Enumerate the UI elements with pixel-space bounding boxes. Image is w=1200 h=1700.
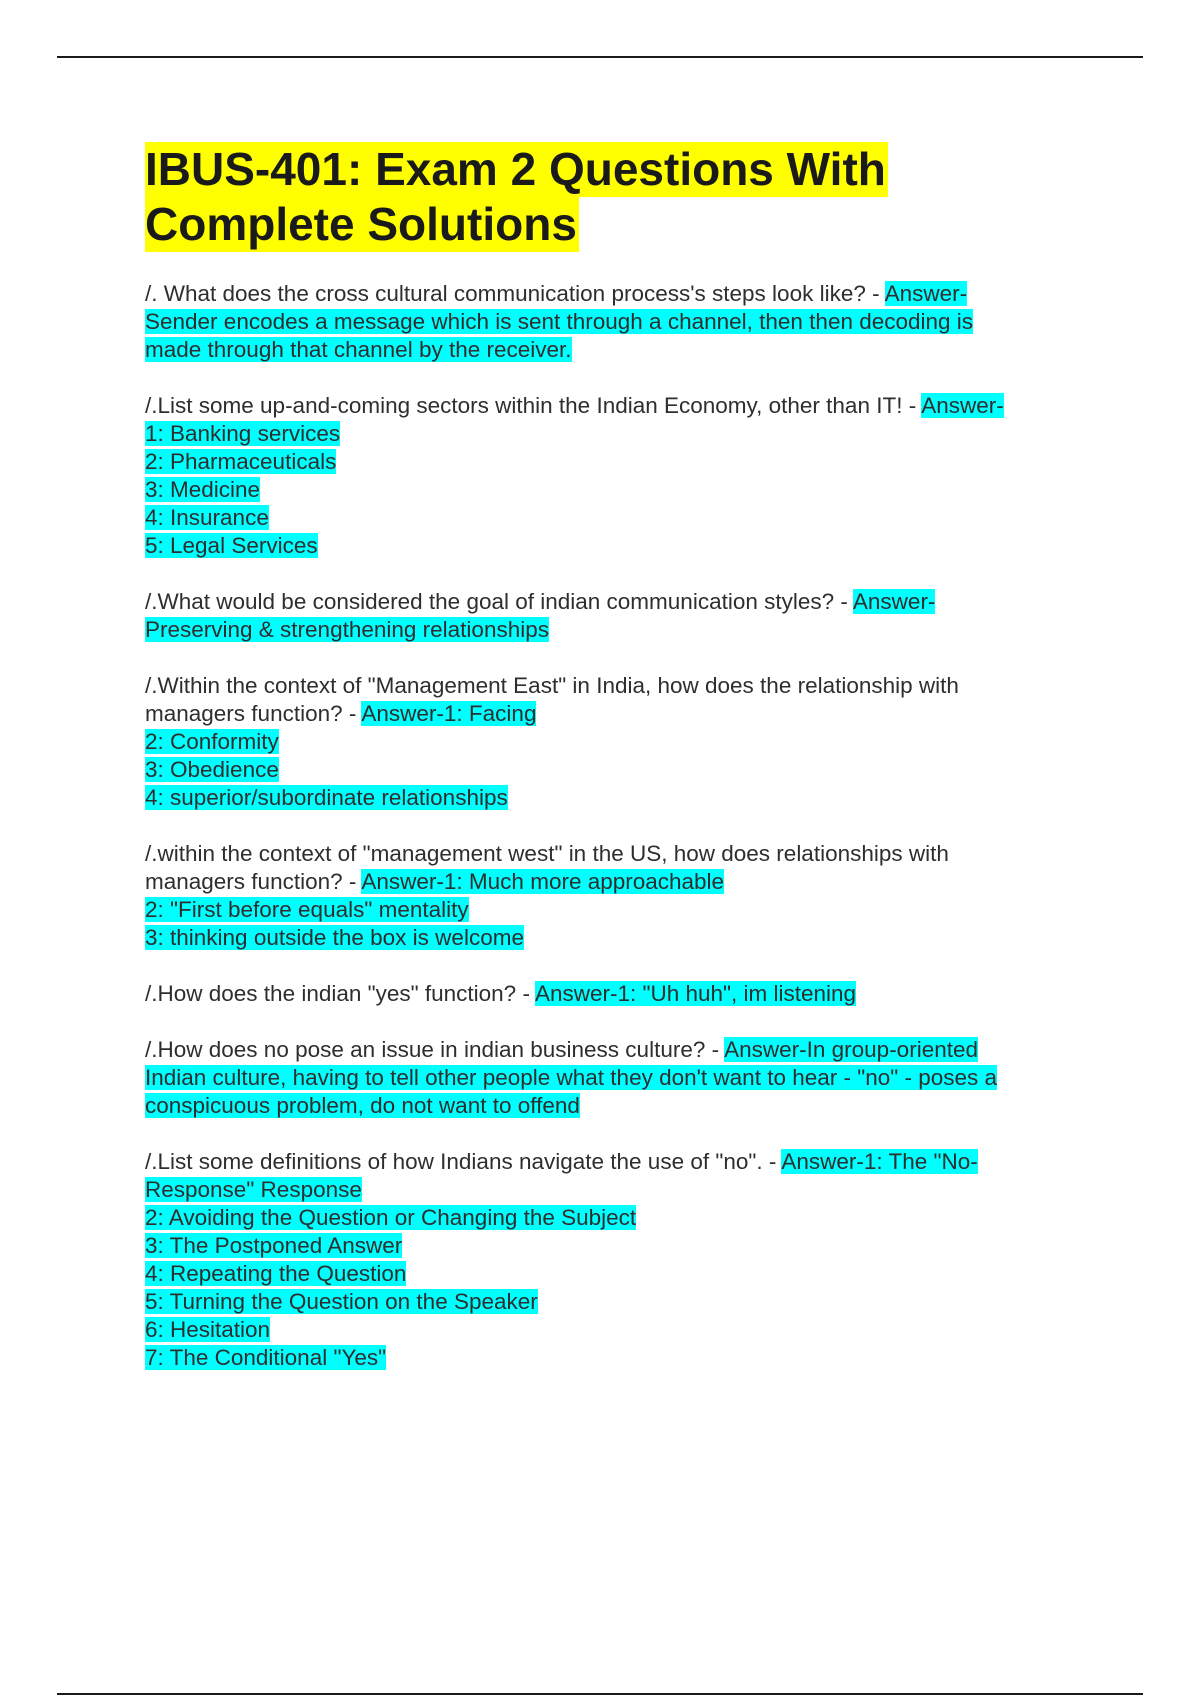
- answer-line: 4: superior/subordinate relationships: [145, 785, 508, 810]
- question-text: /.within the context of "management west" in the US, how does relationships with: [145, 841, 949, 866]
- answer-line: 4: Insurance: [145, 505, 269, 530]
- answer-line: 5: Turning the Question on the Speaker: [145, 1289, 538, 1314]
- document-title: [145, 142, 1080, 252]
- qa-item: [145, 280, 1080, 364]
- answer-line: Preserving & strengthening relationships: [145, 617, 549, 642]
- answer-label: Answer-: [852, 589, 936, 614]
- question-text: /.What would be considered the goal of indian communication styles? -: [145, 589, 853, 614]
- question-text: /.How does no pose an issue in indian business culture? -: [145, 1037, 725, 1062]
- qa-item: [145, 840, 1080, 952]
- qa-item: [145, 1036, 1080, 1120]
- answer-line: 1: Banking services: [145, 421, 341, 446]
- qa-item: [145, 392, 1080, 560]
- answer-line: 3: Medicine: [145, 477, 261, 502]
- answer-label: Answer-1: "Uh huh", im listening: [534, 981, 857, 1006]
- answer-line: 3: Obedience: [145, 757, 279, 782]
- answer-line: 4: Repeating the Question: [145, 1261, 407, 1286]
- question-text: /.List some definitions of how Indians navigate the use of "no". -: [145, 1149, 782, 1174]
- qa-item: [145, 672, 1080, 812]
- question-text: /.List some up-and-coming sectors within the Indian Economy, other than IT! -: [145, 393, 922, 418]
- answer-line: 2: Avoiding the Question or Changing the Subject: [145, 1205, 637, 1230]
- answer-line: Sender encodes a message which is sent through a channel, then then decoding is: [145, 309, 974, 334]
- top-rule: [57, 56, 1143, 58]
- answer-label: Answer-1: Much more approachable: [361, 869, 725, 894]
- qa-item: [145, 588, 1080, 644]
- answer-label: Answer-: [921, 393, 1004, 418]
- answer-label: Answer-: [884, 281, 968, 306]
- answer-line: 3: thinking outside the box is welcome: [145, 925, 524, 950]
- answer-line: 2: Conformity: [145, 729, 279, 754]
- answer-line: made through that channel by the receiver.: [145, 337, 572, 362]
- answer-label: Answer-1: The "No-: [781, 1149, 978, 1174]
- question-text: managers function? -: [145, 701, 362, 726]
- question-text: managers function? -: [145, 869, 362, 894]
- bottom-rule: [57, 1693, 1143, 1695]
- answer-line: Indian culture, having to tell other people what they don't want to hear - "no" - poses a: [145, 1065, 998, 1090]
- answer-label: Answer-1: Facing: [361, 701, 537, 726]
- answer-line: 2: Pharmaceuticals: [145, 449, 337, 474]
- answer-line: Response" Response: [145, 1177, 362, 1202]
- qa-item: [145, 980, 1080, 1008]
- title-line: Complete Solutions: [145, 198, 577, 250]
- answer-line: 6: Hesitation: [145, 1317, 271, 1342]
- answer-line: 3: The Postponed Answer: [145, 1233, 403, 1258]
- answer-line: 2: "First before equals" mentality: [145, 897, 469, 922]
- answer-line: conspicuous problem, do not want to offend: [145, 1093, 580, 1118]
- answer-line: 5: Legal Services: [145, 533, 318, 558]
- document-body: [145, 142, 1080, 1400]
- answer-line: 7: The Conditional "Yes": [145, 1345, 387, 1370]
- question-text: /.Within the context of "Management East" in India, how does the relationship with: [145, 673, 959, 698]
- qa-item: [145, 1148, 1080, 1372]
- title-line: IBUS-401: Exam 2 Questions With: [145, 143, 886, 195]
- question-text: /.How does the indian "yes" function? -: [145, 981, 535, 1006]
- answer-label: Answer-In group-oriented: [724, 1037, 978, 1062]
- question-text: /. What does the cross cultural communication process's steps look like? -: [145, 281, 885, 306]
